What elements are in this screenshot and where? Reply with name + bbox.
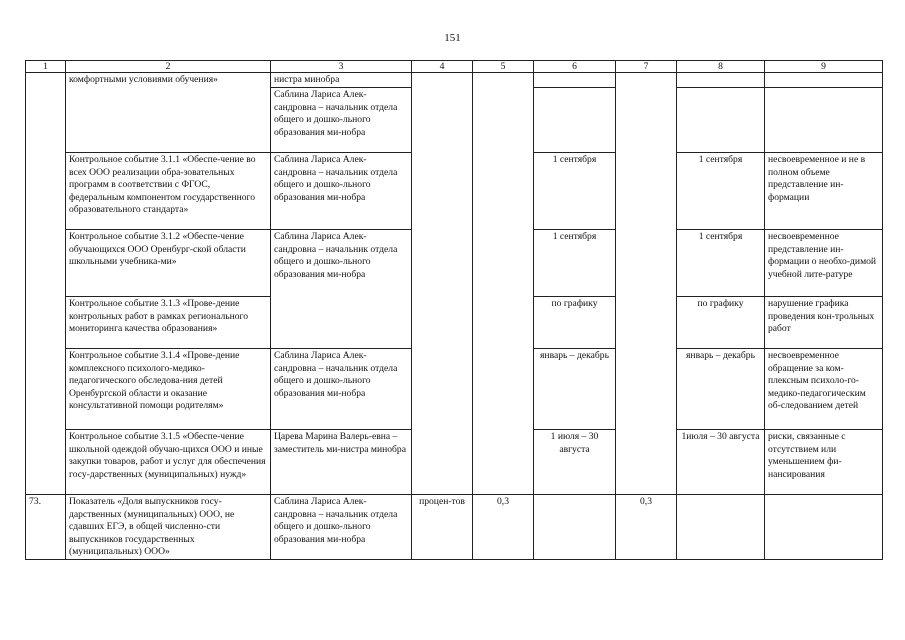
date-plan-cell: 1 сентября <box>534 153 616 230</box>
table-row <box>26 73 883 88</box>
plan-table <box>25 60 883 560</box>
risk-cell: несвоевременное представление ин-формации о необхо-димой учебной лите-ратуре <box>765 230 883 297</box>
event-description: Контрольное событие 3.1.1 «Обеспе-чение во всех ООО реализации обра-зовательных программ в соответствии с ФГОС, федеральным компонентом государственного образовательного стандарта» <box>66 153 271 230</box>
date-fact-cell: 1 сентября <box>677 230 765 297</box>
responsible-person: Саблина Лариса Алек-сандровна – начальник отдела общего и дошко-льного образования ми-нобра <box>271 349 412 430</box>
date-plan-cell: 1 июля – 30 августа <box>534 430 616 495</box>
risk-cell <box>765 88 883 153</box>
date-plan-cell <box>534 88 616 153</box>
responsible-person: нистра минобра <box>271 73 412 88</box>
date-plan-cell: 1 сентября <box>534 230 616 297</box>
date-plan-cell: по графику <box>534 297 616 349</box>
row-number-cell <box>26 73 66 495</box>
header-cell-5: 5 <box>473 61 534 73</box>
header-cell-8: 8 <box>677 61 765 73</box>
date-fact-cell: 1 сентября <box>677 153 765 230</box>
risk-cell <box>765 495 883 560</box>
date-fact-cell <box>677 73 765 88</box>
unit-cell: процен-тов <box>412 495 473 560</box>
date-plan-cell <box>534 73 616 88</box>
date-fact-cell: 1июля – 30 августа <box>677 430 765 495</box>
table-row <box>26 495 883 560</box>
risk-cell: несвоевременное и не в полном объеме представление ин-формации <box>765 153 883 230</box>
header-cell-2: 2 <box>66 61 271 73</box>
header-cell-9: 9 <box>765 61 883 73</box>
responsible-person: Царева Марина Валерь-евна – заместитель ми-нистра минобра <box>271 430 412 495</box>
header-cell-6: 6 <box>534 61 616 73</box>
page-number: 151 <box>444 32 461 44</box>
date-plan-cell <box>534 495 616 560</box>
base-value-cell <box>473 73 534 495</box>
risk-cell: нарушение графика проведения кон-трольных работ <box>765 297 883 349</box>
responsible-person: Саблина Лариса Алек-сандровна – начальник отдела общего и дошко-льного образования ми-нобра <box>271 495 412 560</box>
event-description: Контрольное событие 3.1.3 «Прове-дение контрольных работ в рамках регионального мониторинга качества образования» <box>66 297 271 349</box>
header-row <box>26 61 883 73</box>
header-cell-3: 3 <box>271 61 412 73</box>
header-cell-4: 4 <box>412 61 473 73</box>
base-value-cell: 0,3 <box>473 495 534 560</box>
event-description: Контрольное событие 3.1.2 «Обеспе-чение обучающихся ООО Оренбург-ской области школьными учебника-ми» <box>66 230 271 297</box>
value-cell <box>616 73 677 495</box>
date-fact-cell <box>677 495 765 560</box>
responsible-person: Саблина Лариса Алек-сандровна – начальник отдела общего и дошко-льного образования ми-нобра <box>271 230 412 349</box>
unit-cell <box>412 73 473 495</box>
responsible-person: Саблина Лариса Алек-сандровна – начальник отдела общего и дошко-льного образования ми-нобра <box>271 153 412 230</box>
risk-cell: несвоевременное обращение за ком-плексным психоло-го-медико-педагогическим об-следованием детей <box>765 349 883 430</box>
event-description: комфортными условиями обучения» <box>66 73 271 153</box>
indicator-description: Показатель «Доля выпускников госу-дарственных (муниципальных) ООО, не сдавших ЕГЭ, в общей численно-сти выпускников государственных (муниципальных) ООО» <box>66 495 271 560</box>
date-plan-cell: январь – декабрь <box>534 349 616 430</box>
row-number-cell: 73. <box>26 495 66 560</box>
date-fact-cell <box>677 88 765 153</box>
responsible-person: Саблина Лариса Алек-сандровна – начальник отдела общего и дошко-льного образования ми-нобра <box>271 88 412 153</box>
event-description: Контрольное событие 3.1.5 «Обеспе-чение школьной одеждой обучаю-щихся ООО и иные закупки товаров, работ и услуг для обеспечения госу-дарственных (муниципальных) нужд» <box>66 430 271 495</box>
date-fact-cell: январь – декабрь <box>677 349 765 430</box>
header-cell-1: 1 <box>26 61 66 73</box>
header-cell-7: 7 <box>616 61 677 73</box>
risk-cell: риски, связанные с отсутствием или уменьшением фи-нансирования <box>765 430 883 495</box>
event-description: Контрольное событие 3.1.4 «Прове-дение комплексного психолого-медико-педагогического обследова-ния детей Оренбургской области и оказание консультативной помощи родителям» <box>66 349 271 430</box>
date-fact-cell: по графику <box>677 297 765 349</box>
risk-cell <box>765 73 883 88</box>
value-cell: 0,3 <box>616 495 677 560</box>
